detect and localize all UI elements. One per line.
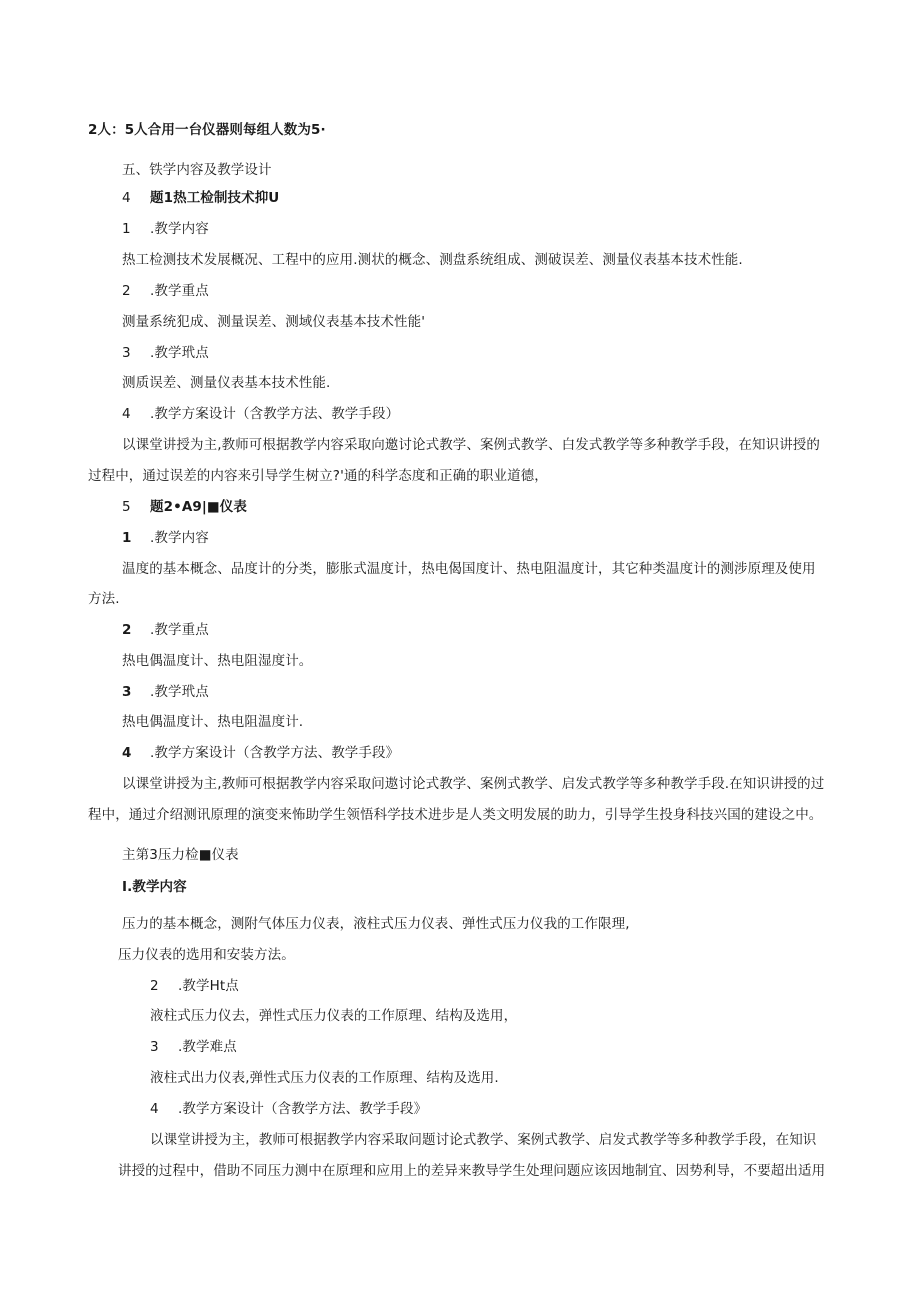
item-number: 4 — [122, 745, 132, 761]
paragraph-line: 讲授的过程中，借助不同压力测中在原理和应用上的差异来教导学生处理问题应该因地制宜、因势利导，不要超出适用 — [118, 1163, 826, 1179]
paragraph-line: 热电偶温度计、热电阻温度计. — [122, 714, 304, 730]
paragraph-line: 热电偶温度计、热电阻湿度计。 — [122, 653, 313, 669]
chapter-title: 题1热工检制技术抑U — [150, 190, 280, 206]
item-number: 3 — [150, 1039, 159, 1055]
paragraph-line: 压力的基本概念，测附气体压力仪表，液柱式压力仪表、弹性式压力仪我的工作限理, — [122, 916, 630, 932]
item-title: .教学玳点 — [150, 684, 209, 700]
item-number: 2 — [122, 622, 132, 638]
item-title: .教学方案设计（含教学方法、教学手段》 — [178, 1101, 428, 1117]
subheading — [122, 405, 399, 423]
subheading — [122, 683, 209, 701]
item-number: 4 — [122, 406, 131, 422]
item-title: .教学重点 — [150, 283, 209, 299]
paragraph-line: 测量系统犯成、测量误差、测域仪表基本技术性能' — [122, 314, 426, 330]
item-title: .教学内容 — [150, 530, 209, 546]
paragraph-line: 方法. — [88, 591, 120, 607]
item-title: .教学内容 — [150, 221, 209, 237]
chapter-heading-3: 主第3压力检■仪表 — [122, 847, 239, 863]
item-title: .教学玳点 — [150, 345, 209, 361]
paragraph-line: 过程中，通过误差的内容来引导学生树立?'通的科学态度和正确的职业道德， — [88, 468, 548, 484]
subheading — [122, 529, 209, 547]
paragraph-line: 以课堂讲授为主，教师可根据教学内容采取问题讨论式教学、案例式教学、启发式教学等多种教学手段，在知识 — [150, 1132, 817, 1148]
chapter-title: 题2•A9|■仪表 — [150, 499, 247, 515]
paragraph-line: 液柱式压力仪去，弹性式压力仪表的工作原理、结构及选用， — [150, 1008, 518, 1024]
paragraph-line: 测质误差、测量仪表基本技术性能. — [122, 375, 331, 391]
item-number: 3 — [122, 684, 132, 700]
chapter-number: 4 — [122, 190, 131, 206]
subheading — [122, 282, 209, 300]
subheading — [122, 621, 209, 639]
subheading — [150, 977, 239, 995]
chapter-heading-2 — [122, 498, 247, 516]
item-number: 1 — [122, 530, 132, 546]
item-title: .教学方案设计（含教学方法、教学手段》 — [150, 745, 400, 761]
subheading — [122, 220, 209, 238]
subheading: I.教学内容 — [122, 879, 187, 895]
subheading — [122, 344, 209, 362]
paragraph-line: 以课堂讲授为主,教师可根据教学内容采取问遨讨论式教学、案例式教学、启发式教学等多种教学手段.在知识讲授的过 — [122, 776, 825, 792]
subheading — [150, 1038, 237, 1056]
item-number: 4 — [150, 1101, 159, 1117]
item-title: .教学方案设计（含教学方法、教学手段） — [150, 406, 400, 422]
subheading — [150, 1100, 427, 1118]
paragraph-line: 压力仪表的选用和安装方法。 — [118, 947, 295, 963]
item-title: .教学重点 — [150, 622, 209, 638]
paragraph-line: 程中，通过介绍测讯原理的演变来怖助学生领悟科学技术进步是人类文明发展的助力，引导学生投身科技兴国的建设之中。 — [88, 807, 823, 823]
item-title: .教学Ht点 — [178, 978, 239, 994]
item-number: 1 — [122, 221, 131, 237]
item-number: 2 — [150, 978, 159, 994]
section-heading: 五、铁学内容及教学设计 — [122, 162, 272, 178]
intro-line: 2人：5人合用一台仪器则每组人数为5· — [88, 122, 326, 138]
paragraph-line: 液柱式出力仪表,弹性式压力仪表的工作原理、结构及选用. — [150, 1070, 499, 1086]
item-title: .教学难点 — [178, 1039, 237, 1055]
paragraph-line: 热工检测技术发展概况、工程中的应用.测状的概念、测盘系统组成、测破误差、测量仪表基本技术性能. — [122, 252, 743, 268]
item-number: 3 — [122, 345, 131, 361]
paragraph-line: 以课堂讲授为主,教师可根据教学内容采取向邀讨论式教学、案例式教学、白发式教学等多种教学手段，在知识讲授的 — [122, 437, 820, 453]
chapter-heading-1 — [122, 189, 279, 207]
subheading — [122, 744, 399, 762]
item-number: 2 — [122, 283, 131, 299]
paragraph-line: 温度的基本概念、品度计的分类，膨胀式温度计，热电偈国度计、热电阻温度计，其它种类温度计的测涉原理及使用 — [122, 561, 816, 577]
chapter-number: 5 — [122, 499, 131, 515]
